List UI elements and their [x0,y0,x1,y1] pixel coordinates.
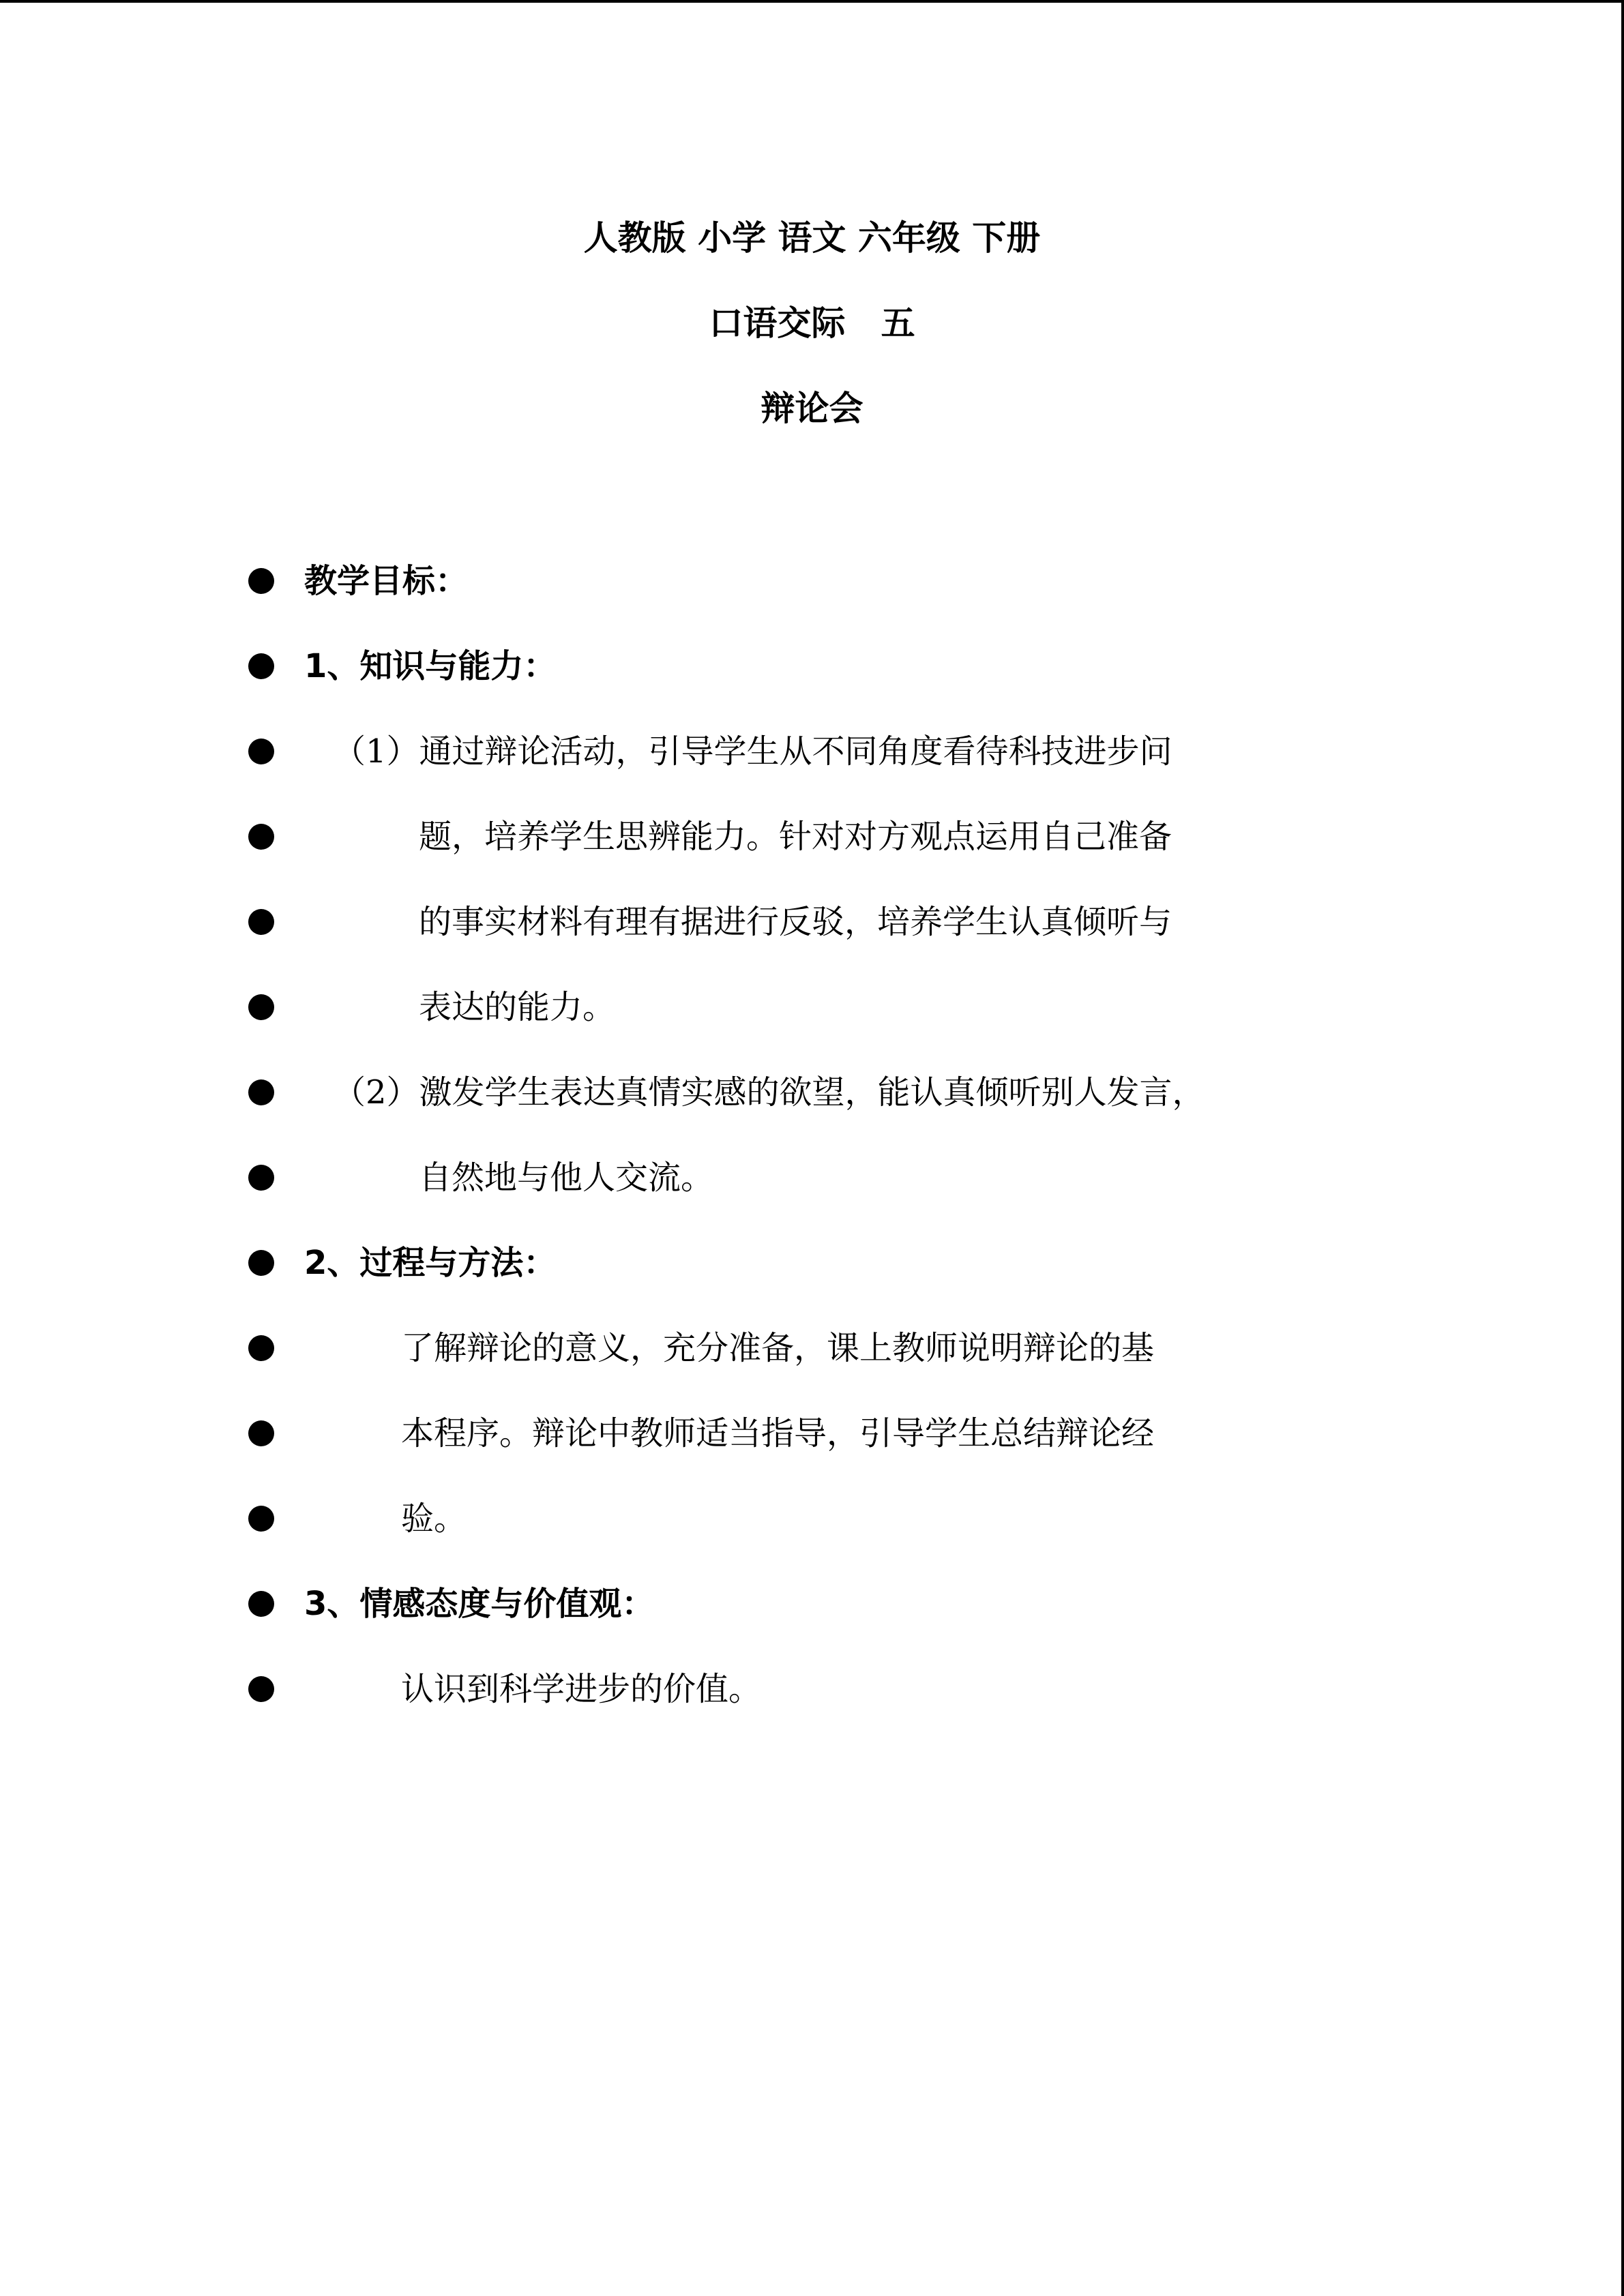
document-title-edition: 人教版 小学 语文 六年级 下册 [583,218,1041,258]
bullet-icon [248,1250,274,1276]
bullet-icon [248,994,274,1020]
list-item [0,1069,1624,1116]
list-item [0,813,1624,861]
heading-process-method: 2、过程与方法： [304,1244,557,1282]
list-item [0,1665,1624,1713]
list-item-text: 本程序。辩论中教师适当指导，引导学生总结辩论经 [401,1414,1155,1452]
bullet-icon [248,739,274,764]
list-item [0,728,1624,775]
list-item [0,898,1624,946]
bullet-icon [248,1591,274,1617]
page-right-border [1621,0,1624,2296]
list-item-text: 了解辩论的意义，充分准备，课上教师说明辩论的基 [401,1329,1155,1367]
list-item [0,642,1624,690]
bullet-icon [248,1165,274,1191]
bullet-icon [248,1676,274,1702]
list-item-text: （1）通过辩论活动，引导学生从不同角度看待科技进步问 [333,732,1172,771]
bullet-icon [248,1079,274,1105]
heading-teaching-goals: 教学目标： [304,562,469,600]
list-item-text: 验。 [401,1500,467,1538]
list-item [0,1580,1624,1628]
bullet-icon [248,1420,274,1446]
list-item-text: 认识到科学进步的价值。 [401,1670,762,1708]
document-title-topic: 辩论会 [761,388,863,428]
list-item-text: 题，培养学生思辨能力。针对对方观点运用自己准备 [419,818,1172,856]
heading-emotion-values: 3、情感态度与价值观： [304,1585,655,1623]
page-top-border [0,0,1624,3]
list-item [0,1410,1624,1457]
list-item-text: （2）激发学生表达真情实感的欲望，能认真倾听别人发言， [333,1073,1205,1112]
bullet-icon [248,1506,274,1532]
list-item [0,557,1624,605]
bullet-icon [248,824,274,850]
list-item [0,983,1624,1031]
list-item [0,1324,1624,1372]
document-title-section: 口语交际 五 [709,303,915,343]
list-item-text: 表达的能力。 [419,988,616,1026]
list-item-text: 的事实材料有理有据进行反驳，培养学生认真倾听与 [419,903,1172,941]
bullet-icon [248,1335,274,1361]
bullet-icon [248,909,274,935]
bullet-icon [248,568,274,594]
heading-knowledge-ability: 1、知识与能力： [304,647,557,685]
list-item [0,1154,1624,1202]
list-item [0,1495,1624,1542]
bullet-icon [248,653,274,679]
list-item-text: 自然地与他人交流。 [419,1159,714,1197]
list-item [0,1239,1624,1287]
